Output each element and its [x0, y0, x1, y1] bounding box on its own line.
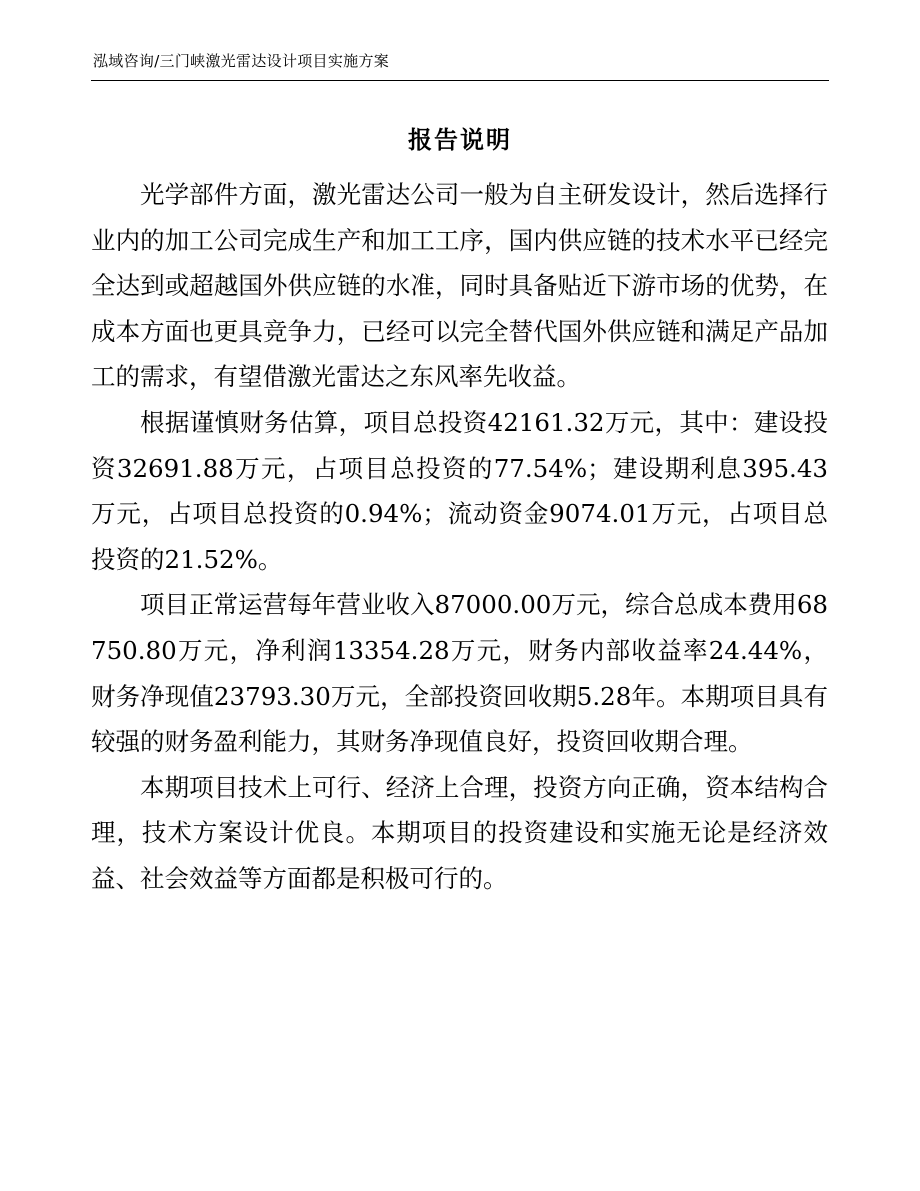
- paragraph-feasibility-conclusion: 本期项目技术上可行、经济上合理，投资方向正确，资本结构合理，技术方案设计优良。本期项目的投资建设和实施无论是经济效益、社会效益等方面都是积极可行的。: [91, 772, 828, 893]
- running-header: 泓域咨询/三门峡激光雷达设计项目实施方案: [93, 52, 390, 70]
- paragraph-operating-returns: 项目正常运营每年营业收入87000.00万元，综合总成本费用68750.80万元，净利润13354.28万元，财务内部收益率24.44%，财务净现值23793.30万元，全部投资回收期5.28年。本期项目具有较强的财务盈利能力，其财务净现值良好，投资回收期合理。: [91, 590, 828, 757]
- paragraph-optical-components: 光学部件方面，激光雷达公司一般为自主研发设计，然后选择行业内的加工公司完成生产和加工工序，国内供应链的技术水平已经完全达到或超越国外供应链的水准，同时具备贴近下游市场的优势，在成本方面也更具竞争力，已经可以完全替代国外供应链和满足产品加工的需求，有望借激光雷达之东风率先收益。: [91, 180, 828, 392]
- paragraph-investment-estimate: 根据谨慎财务估算，项目总投资42161.32万元，其中：建设投资32691.88万元，占项目总投资的77.54%；建设期利息395.43万元，占项目总投资的0.94%；流动资金9074.01万元，占项目总投资的21.52%。: [91, 407, 828, 574]
- header-divider: [91, 80, 829, 81]
- report-body: [91, 172, 828, 902]
- document-title: 报告说明: [408, 126, 512, 154]
